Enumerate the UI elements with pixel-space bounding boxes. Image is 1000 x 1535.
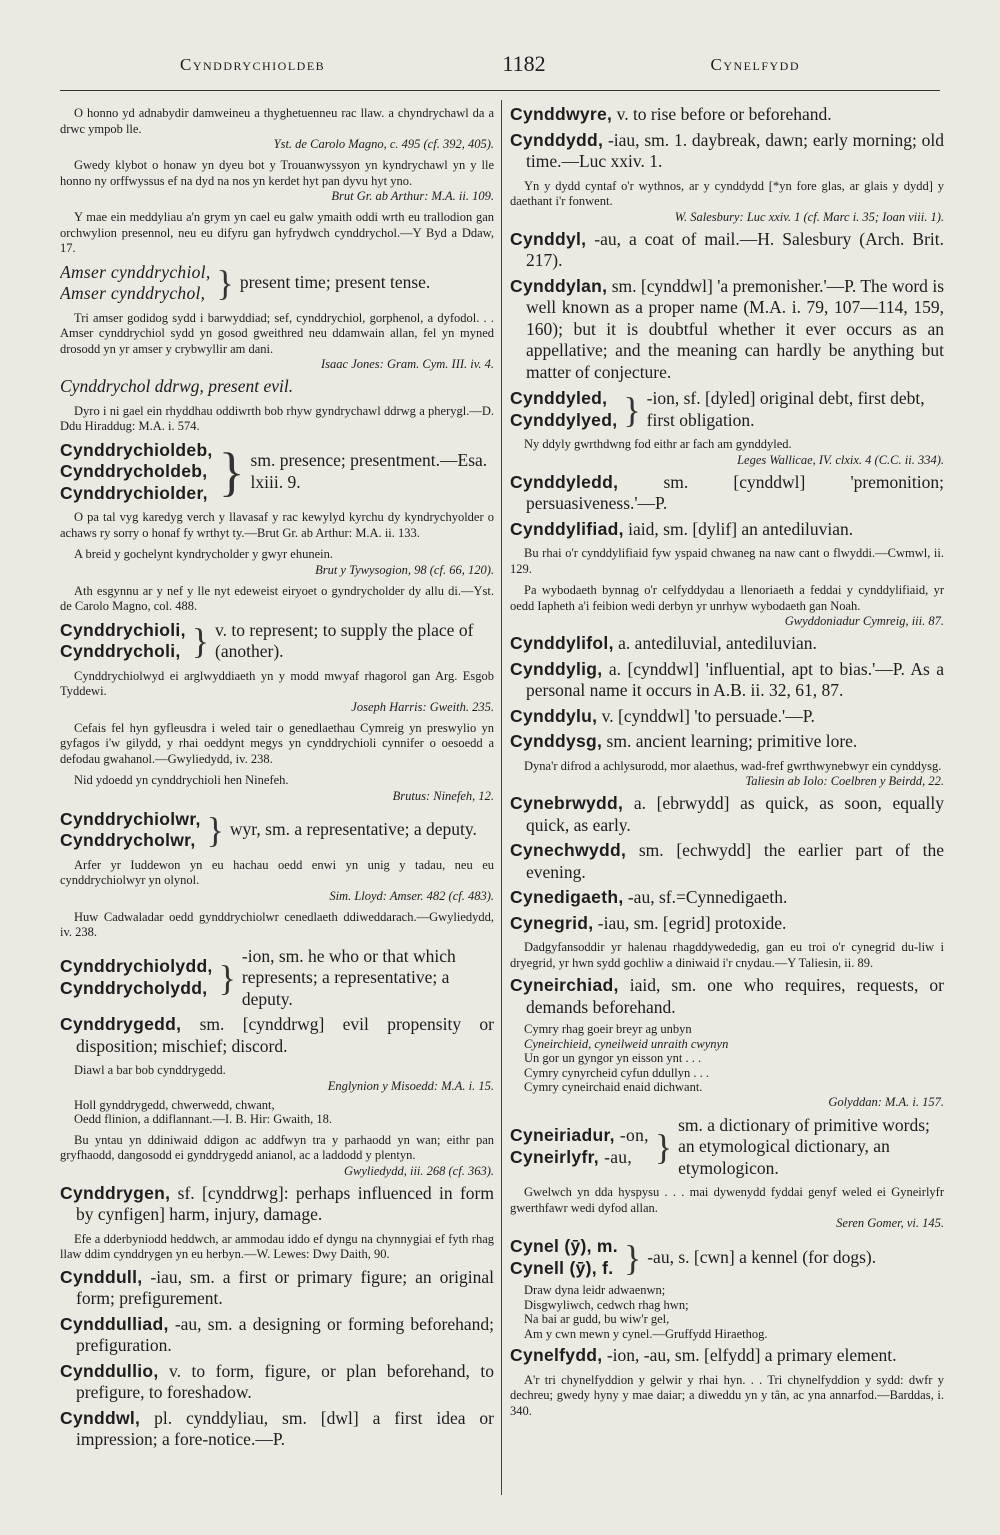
headword: Cynddrychiolder, [60,482,208,503]
entry [510,276,944,384]
citation: Golyddan: M.A. i. 157. [828,1094,944,1109]
citation: Joseph Harris: Gweith. 235. [351,699,494,714]
verse-line: Cymry cyneirchaid enaid dichwant. [524,1080,703,1094]
headword: Cynddrychiolwr, [60,808,201,829]
headword: Cynelfydd, [510,1345,603,1365]
quotation: Dadgyfansoddir yr halenau rhagddywededig, gan eu troi o'r cynegrid du-liw i dryegrid, yr hwn sydd gochliw a diniwaid i'r cnydau.—Y Taliesin, ii. 89. [510,940,944,970]
definition: -ion, sm. he who or that which represents; a representative; a deputy. [241,945,456,1009]
definition: -au, a coat of mail.—H. Salesbury (Arch. Brit. 217). [526,228,944,270]
quotation: Bu rhai o'r cynddylifiaid fyw yspaid chwaneg na naw cant o flwyddi.—Cwmwl, ii. 129. [510,546,944,576]
entry-group-cynddyled [510,388,944,431]
headword: Cynddylig, [510,658,603,679]
headword: Cynddrycholwr, [60,830,196,850]
definition: v. to represent; to supply the place of (another). [215,619,474,661]
brace: } [218,957,236,998]
headword: Cynddrygedd, [60,1014,182,1034]
quotation: Cynddrychiolwyd ei arglwyddiaeth yn y modd mwyaf rhagorol gan Arg. Esgob Tyddewi. [60,668,494,698]
verse-line: Na bai ar gudd, bu wiw'r gel, [524,1312,670,1326]
citation: Seren Gomer, vi. 145. [836,1216,944,1230]
sub-entry: Cynddrychol ddrwg, present evil. [60,376,294,396]
quotation: Tri amser godidog sydd i barwyddiad; sef, cynddrychiol, gorphenol, a dyfodol. . . Amser cynddrychiol sydd yn gosod gweithred neu ddamwain allan, fel yn myned drosodd yn yr amser y crybwyllir am dani. [60,310,494,356]
headword: Cynddysg, [510,731,603,751]
definition: sm. [cynddwl] 'a premonisher.'—P. The word is well known as a proper name (M.A. i. 79, 107—114, 159, 160); but it is doubtful whether it ever occurs as an appellative; and the meaning can hardly be anything but matter of conjecture. [526,275,944,382]
plural-suffix: -on, [619,1125,649,1146]
definition: -ion, sf. [dyled] original debt, first debt, first obligation. [646,388,925,430]
quotation: Gwedy klybot o honaw yn dyeu bot y Trouanwyssyon yn kyndrychawl yn y lle honno ny orffwyssus ef na dyd na nos yn kerdet hyt pan dyvu hyt yno. [60,158,494,188]
quotation: Efe a dderbyniodd heddwch, ar ammodau iddo ef dyngu na chynnygiai ef fyth rhag llaw ddim cynddrygen yn eu herbyn.—W. Lewes: Dwy Daith, 90. [60,1231,494,1261]
definition: -iau, sm. a first or primary figure; an original form; prefigurement. [76,1266,494,1308]
citation: Gwyddoniadur Cymreig, iii. 87. [784,614,944,628]
quotation: Y mae ein meddyliau a'n grym yn cael eu galw ymaith oddi wrth eu trallodion gan orchwylion presennol, neu eu difyru gan hyfrydwch cynddrychol.—Y Byd a Ddaw, 17. [60,210,494,255]
quotation: Cefais fel hyn gyfleusdra i weled tair o genedlaethau Cymreig yn preswylio yn gyfagos i'w gilydd, y rhai oeddynt megys yn cynddrychioli cynnifer o oesoedd a defodau gwahanol.—Gwyliedydd, iv. 238. [60,720,494,766]
definition: sm. [echwydd] the earlier part of the evening. [526,840,944,882]
entry [510,472,944,515]
verse-line: Am y cwn mewn y cynel.—Gruffydd Hiraethog. [524,1326,768,1341]
brace: } [654,1126,673,1167]
headword: Cynel (ȳ), m. [510,1236,618,1256]
definition: iaid, sm. one who requires, requests, or demands beforehand. [526,975,944,1017]
citation: Yst. de Carolo Magno, c. 495 (cf. 392, 405). [273,137,494,151]
definition: wyr, sm. a representative; a deputy. [229,819,477,840]
headword: Cynddullio, [60,1360,159,1381]
headword: Cyneiriadur, [510,1125,615,1146]
definition: sm. presence; presentment.—Esa. lxiii. 9. [250,450,488,492]
right-column [510,100,944,1500]
definition: a. [cynddwl] 'influential, apt to bias.'—P. As a personal name it occurs in A.B. ii. 32, 61, 87. [526,658,944,700]
entry-group-cyneiriadur [510,1115,944,1180]
headword: Cynddrychioldeb, [60,439,213,460]
definition: v. [cynddwl] 'to persuade.'—P. [597,705,815,726]
headword: Cynedigaeth, [510,887,624,907]
entry [60,1267,494,1310]
brace: } [623,389,641,430]
definition: sm. [cynddwl] 'premonition; persuasiveness.'—P. [526,471,944,513]
verse-line: Disgwyliwch, cedwch rhag hwn; [524,1297,689,1312]
definition: a. [ebrwydd] as quick, as soon, equally quick, as early. [526,793,944,835]
verse-line: Holl gynddrygedd, chwerwedd, chwant, [74,1097,275,1112]
quotation: Yn y dydd cyntaf o'r wythnos, ar y cynddydd [*yn fore glas, ar glais y dydd] y daethant i'r fonwent. [510,178,944,208]
page-header [60,51,940,85]
quotation: Ny ddyly gwrthdwng fod eithr ar fach am gynddyled. [524,437,792,451]
quotation: Diawl a bar bob cynddrygedd. [74,1063,226,1077]
entry [510,1345,944,1367]
definition: v. to rise before or beforehand. [612,104,832,124]
page-number: 1182 [502,51,546,76]
verse-line: Oedd flinion, a ddiflannant.—I. B. Hir: Gwaith, 18. [74,1112,332,1126]
headword: Cynddylan, [510,275,608,296]
headword: Cynddrycholydd, [60,977,208,998]
definition: sm. [cynddrwg] evil propensity or disposition; mischief; discord. [76,1014,494,1056]
verse-line: Cymry cynyrcheid cyfun ddullyn . . . [524,1065,710,1080]
definition: -au, sm. a designing or forming beforehand; prefiguration. [76,1313,494,1355]
verse [524,1022,944,1095]
entry [510,840,944,883]
headword: Cynddrychiolydd, [60,956,213,977]
definition: -au, s. [cwn] a kennel (for dogs). [647,1246,877,1267]
headword: Cynddrycholi, [60,641,181,661]
left-column [60,100,494,1500]
quotation: A breid y gochelynt kyndrycholder y gwyr ehunein. [74,547,333,561]
entry [510,793,944,836]
entry [60,1183,494,1226]
headword: Cyneirlyfr, [510,1146,599,1167]
entry-group-cynddrychiolwr [60,809,494,852]
citation: Gwyliedydd, iii. 268 (cf. 363). [344,1163,494,1178]
quotation: Pa wybodaeth bynnag o'r celfyddydau a llenoriaeth a feddai y cynddylifiaid, yr oedd Iapheth a'i feibion wedi derbyn yr unrhyw wybodaeth gan Noah. [510,583,944,613]
verse [524,1283,944,1341]
entry [510,229,944,272]
verse-line: Un gor un gyngor yn eisson ynt . . . [524,1051,702,1065]
definition: a. antediluvial, antediluvian. [613,633,817,653]
headword: Cynddrycholdeb, [60,461,208,481]
definition: pl. cynddyliau, sm. [dwl] a first idea or impression; a fore-notice.—P. [76,1407,494,1449]
citation: Isaac Jones: Gram. Cym. III. iv. 4. [321,357,494,371]
headword: Cynddyled, [510,388,608,408]
headword: Cynddwl, [60,1407,141,1428]
definition: iaid, sm. [dylif] an antediluvian. [623,518,854,539]
entry [510,130,944,173]
definition: -au, sf.=Cynnedigaeth. [623,887,788,907]
headword: Cyneirchiad, [510,975,619,995]
quotation: Bu yntau yn ddiniwaid ddigon ac addfwyn tra y parhaodd yn wan; eithr pan gryfhaodd, dangosodd ei gynddrygedd anianol, ac a laddodd y plentyn. [60,1132,494,1162]
left-guide-word: Cynddrychioldeb [180,55,326,74]
citation: Brutus: Ninefeh, 12. [392,788,494,803]
verse [74,1098,494,1127]
brace: } [218,441,245,502]
column-divider [501,100,502,1495]
headword: Cynddrygen, [60,1182,171,1203]
quotation: Ath esgynnu ar y nef y lle nyt edeweist eiryoet o gyndrycholder dy allu di.—Yst. de Carolo Magno, col. 488. [60,583,494,613]
definition: present time; present tense. [239,272,431,293]
definition: sm. ancient learning; primitive lore. [602,731,858,751]
citation: Brut y Tywysogion, 98 (cf. 66, 120). [315,562,494,577]
headword: Cynddyl, [510,228,587,249]
citation: Leges Wallicae, IV. clxix. 4 (C.C. ii. 334). [737,452,944,467]
entry [60,1014,494,1057]
entry-group-cynddrychiolydd [60,946,494,1011]
entry-group-cynddrychioli [60,620,494,663]
verse-line: Draw dyna leidr adwaenwn; [524,1283,666,1297]
headword: Cynddylyed, [510,409,618,430]
quotation: Nid ydoedd yn cynddrychioli hen Ninefeh. [74,773,289,787]
brace: } [216,263,234,303]
headword: Cynddyledd, [510,471,619,492]
entry [510,519,944,541]
entry-group-cynel [510,1236,944,1279]
definition: sf. [cynddrwg]: perhaps influenced in form by cynfigen] harm, injury, damage. [76,1182,494,1224]
headword: Cynddulliad, [60,1313,169,1334]
header-rule [60,90,940,91]
headword: Cynddydd, [510,129,604,150]
headword: Cynegrid, [510,912,594,933]
headword: Cynddylu, [510,705,598,726]
entry [510,659,944,702]
headword: Cynddylifiad, [510,518,624,539]
right-guide-word: Cynelfydd [710,55,800,74]
entry [510,975,944,1018]
headword: Cynell (ȳ), f. [510,1257,614,1278]
headword: Cynddull, [60,1266,143,1287]
headword: Cynddylifol, [510,633,614,653]
entry [60,1408,494,1451]
entry-group-cynddrychioldeb [60,440,494,505]
entry [510,887,944,909]
entry [60,1314,494,1357]
entry [510,706,944,728]
quotation: Arfer yr Iuddewon yn eu hachau oedd enwi yn unig y tadau, neu eu cynddrychiolwyr yn olynol. [60,857,494,887]
entry [510,731,944,753]
entry-group-amser [60,262,494,305]
citation: W. Salesbury: Luc xxiv. 1 (cf. Marc i. 35; Ioan viii. 1). [674,209,944,224]
headword: Cynechwydd, [510,840,627,860]
entry [510,913,944,935]
brace: } [191,621,210,661]
entry [60,1361,494,1404]
definition: -ion, -au, sm. [elfydd] a primary element. [602,1345,897,1365]
headword: Cynddrychioli, [60,619,186,640]
verse-line: Cymry rhag goeir breyr ag unbyn [524,1022,692,1036]
citation: Englynion y Misoedd: M.A. i. 15. [327,1078,494,1093]
definition: sm. a dictionary of primitive words; an etymological dictionary, an etymologicon. [678,1114,930,1178]
entry [510,633,944,655]
definition: -iau, sm. 1. daybreak, dawn; early morning; old time.—Luc xxiv. 1. [526,129,944,171]
quotation: Gwelwch yn dda hyspysu . . . mai dywenydd fyddai genyf weled ei Gyneirlyfr gwerthfawr wedi dyfod allan. [510,1185,944,1215]
headword: Amser cynddrychiol, [60,261,211,282]
brace: } [206,810,224,850]
entry [510,104,944,126]
quotation: Huw Cadwaladar oedd gynddrychiolwr cenedlaeth ddiweddarach.—Gwyliedydd, iv. 238. [60,909,494,939]
brace: } [623,1237,642,1278]
headword: Cynddwyre, [510,104,613,124]
citation: Sim. Lloyd: Amser. 482 (cf. 483). [329,888,494,903]
quotation: O honno yd adnabydir damweineu a thyghetuenneu rac llaw. a chyndrychawl da a drwc ympob lle. [60,106,494,136]
headword: Cynebrwydd, [510,793,624,813]
headword: Amser cynddrychol, [60,283,206,303]
quotation: A'r tri chynelfyddion y gelwir y rhai hyn. . . Tri chynelfyddion y sydd: dwfr y dechreu; gwedy hyny y mae daiar; a diweddu yn y tân, ac yna annarfod.—Barddas, i. 340. [510,1372,944,1418]
citation: Brut Gr. ab Arthur: M.A. ii. 109. [331,189,494,203]
citation: Taliesin ab Iolo: Coelbren y Beirdd, 22. [745,774,944,788]
quotation: Dyna'r difrod a achlysurodd, mor alaethus, wad-fref gwrthwynebwyr ein cynddysg. [524,758,942,773]
quotation: O pa tal vyg karedyg verch y llavasaf y rac kewylyd kyrchu dy kyndrychyolder o achaws ry sorry o honaf fy wrthyt ty.—Brut Gr. ab Arthur: M.A. ii. 133. [60,510,494,540]
verse-line: Cyneirchieid, cyneilweid unraith cwynyn [524,1036,729,1051]
quotation: Dyro i ni gael ein rhyddhau oddiwrth bob rhyw gyndrychawl ddrwg a pherygl.—D. Ddu Hiraddug: M.A. i. 574. [60,403,494,433]
definition: -iau, sm. [egrid] protoxide. [593,912,787,933]
plural-suffix: -au, [604,1146,632,1167]
definition: v. to form, figure, or plan beforehand, to prefigure, to foreshadow. [76,1360,494,1402]
